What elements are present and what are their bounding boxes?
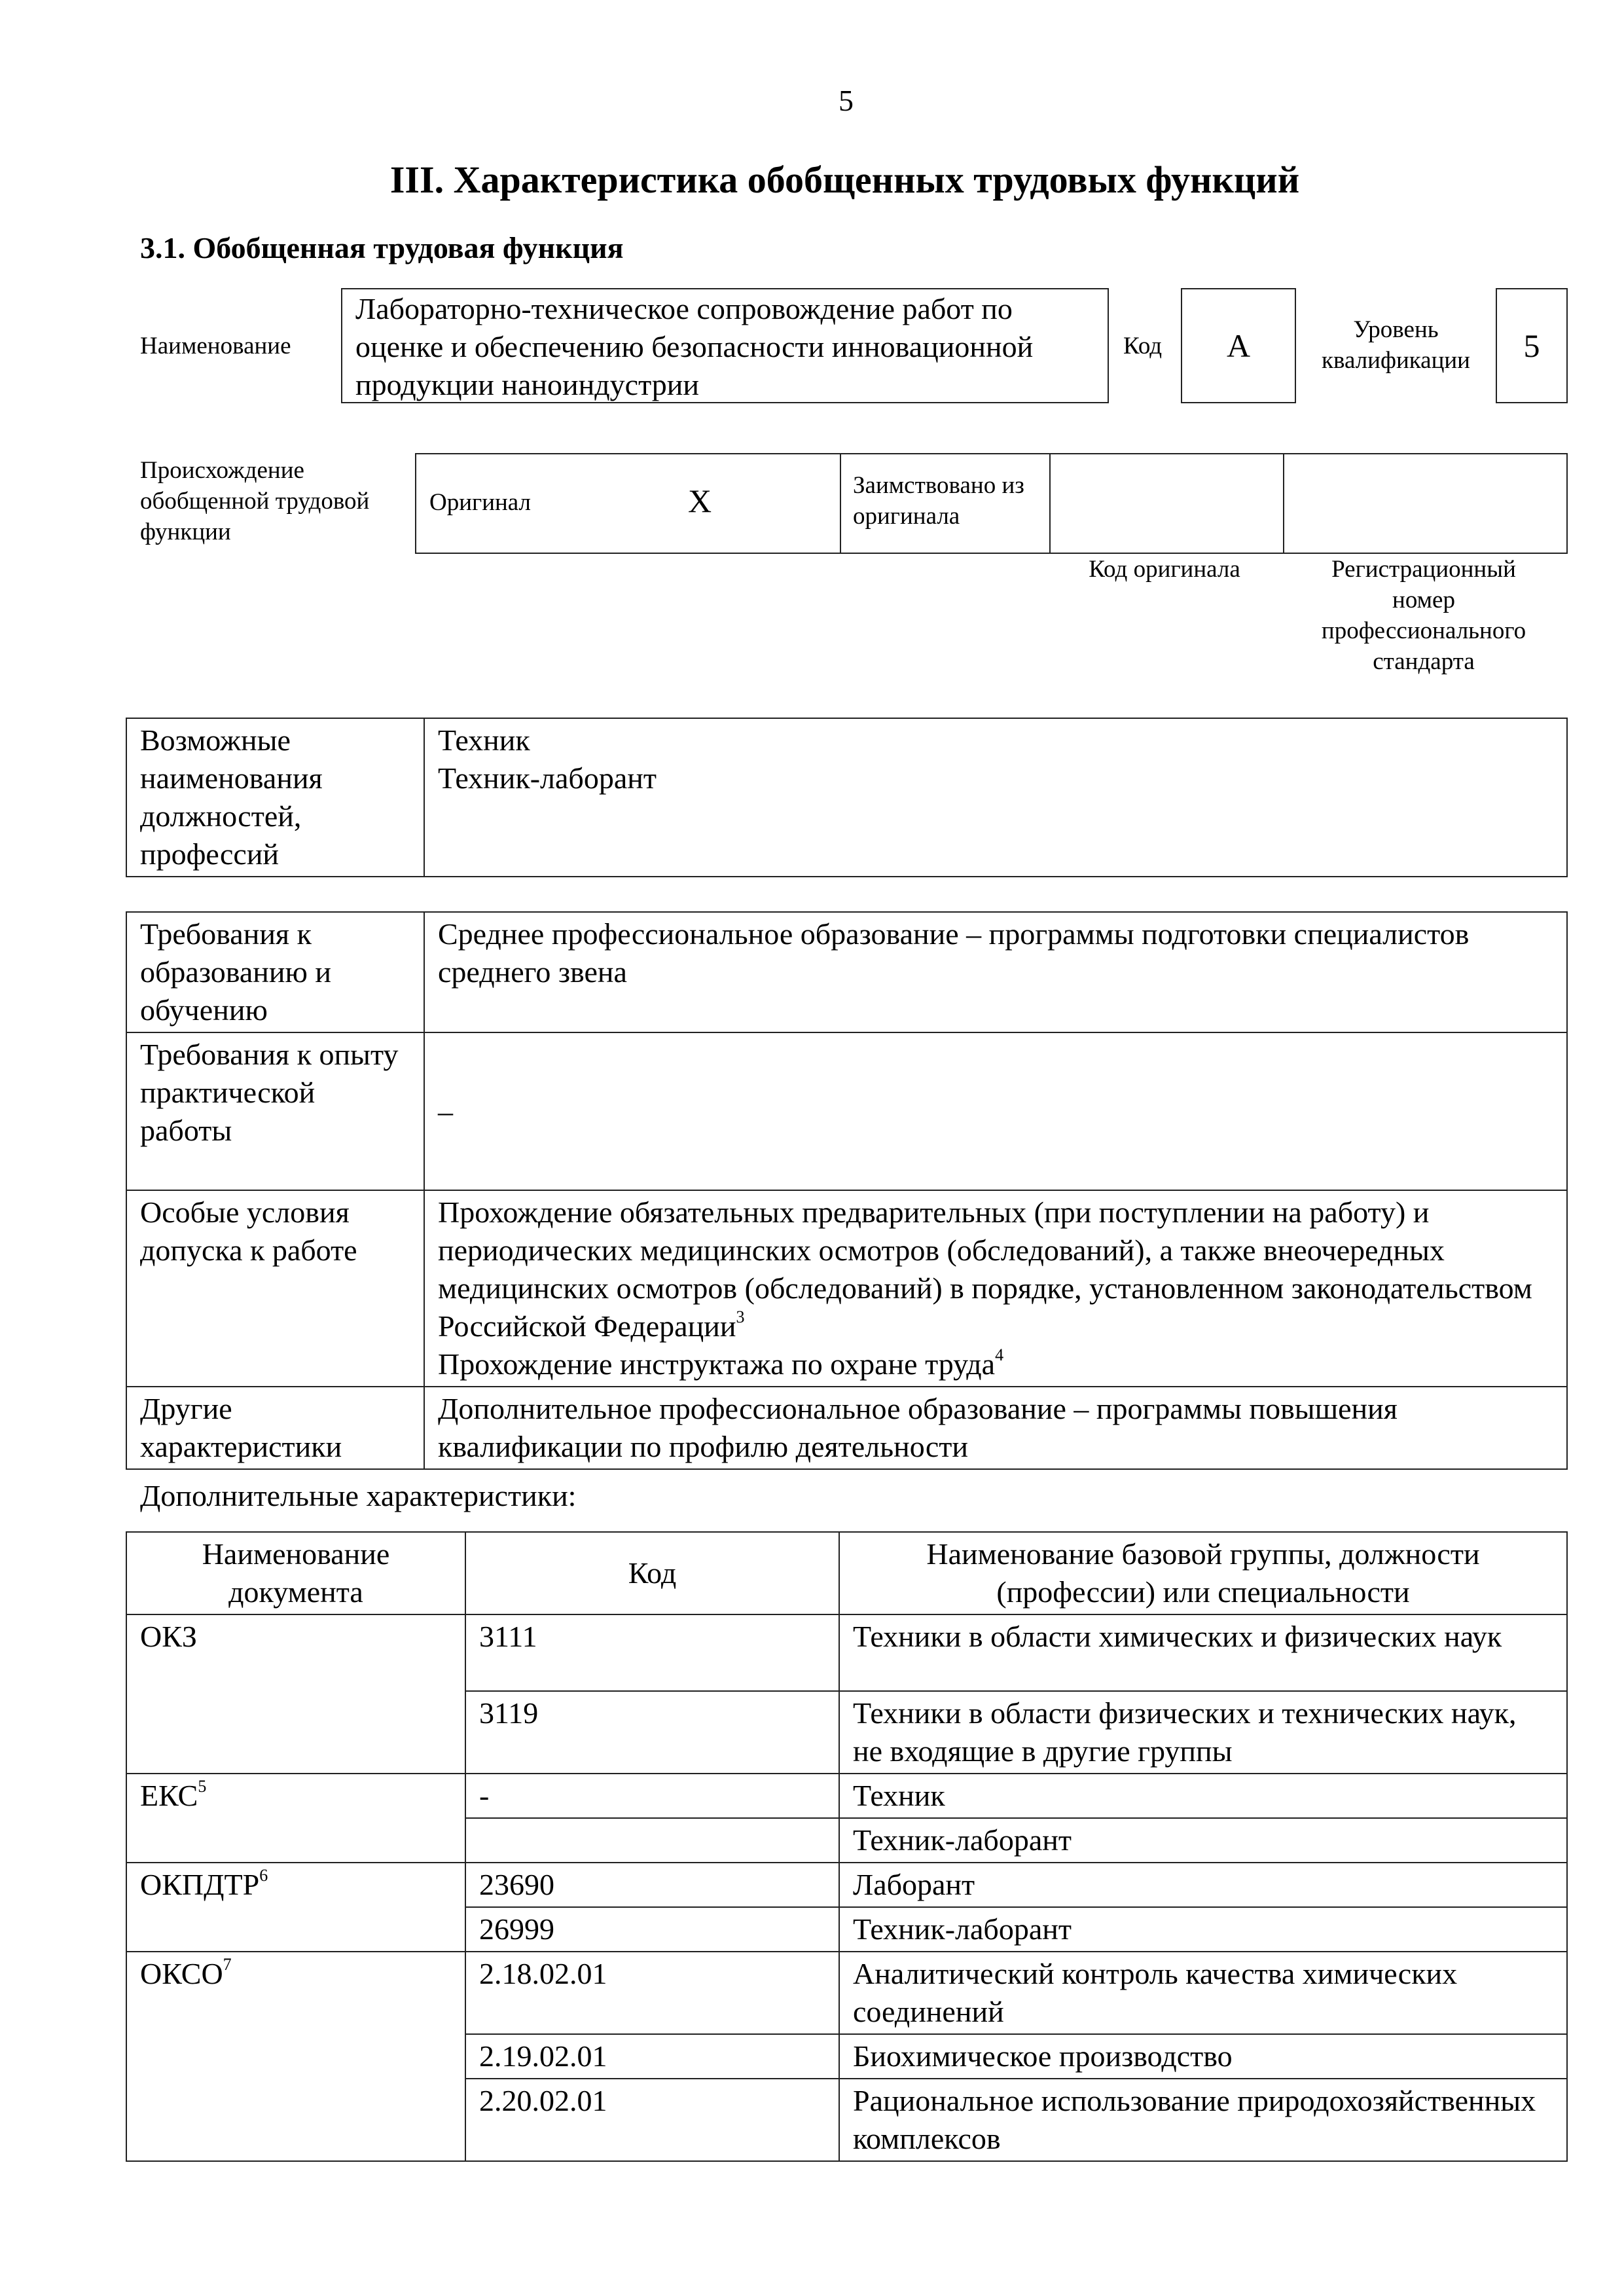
positions-label: Возможные наименования должностей, профессий (126, 718, 424, 877)
additional-title: Дополнительные характеристики: (140, 1479, 577, 1512)
level-value: 5 (1523, 327, 1540, 364)
code-cell: 26999 (465, 1907, 839, 1952)
name-cell: Биохимическое производство (839, 2034, 1567, 2079)
doc-cell: ОКПДТР$^6$ (126, 1863, 465, 1952)
code-cell: 3119 (465, 1691, 839, 1774)
name-cell: Лаборант (839, 1863, 1567, 1907)
name-cell: Техники в области физических и технических наук, не входящие в другие группы (839, 1691, 1567, 1774)
name-cell: Техник-лаборант (839, 1818, 1567, 1863)
original-mark: X (688, 483, 712, 519)
origin-label: Происхождение обобщенной трудовой функции (140, 457, 370, 545)
req-value: Среднее профессиональное образование – программы подготовки специалистов среднего звена (424, 912, 1567, 1032)
code-cell: 2.19.02.01 (465, 2034, 839, 2079)
req-label: Требования к образованию и обучению (126, 912, 424, 1032)
header-code: Код (465, 1532, 839, 1614)
requirements-table (126, 911, 1568, 1470)
subsection-title: 3.1. Обобщенная трудовая функция (140, 231, 624, 264)
origin-table (415, 453, 1568, 554)
name-label: Наименование (140, 333, 291, 359)
name-cell: Техник-лаборант (839, 1907, 1567, 1952)
code-cell: 23690 (465, 1863, 839, 1907)
level-label: Уровень квалификации (1322, 316, 1470, 374)
code-box (1181, 288, 1296, 403)
code-cell: - (465, 1774, 839, 1818)
doc-cell: ЕКС$^5$ (126, 1774, 465, 1863)
function-name-box (341, 288, 1109, 403)
header-doc: Наименование документа (126, 1532, 465, 1614)
code-value: A (1226, 327, 1251, 364)
reg-number-caption: Регистрационный номер профессионального стандарта (1321, 556, 1526, 675)
function-name: Лабораторно-техническое сопровождение работ по оценке и обеспечению безопасности инновационной продукции наноиндустрии (355, 292, 1034, 401)
code-cell: 2.18.02.01 (465, 1952, 839, 2034)
code-original-caption: Код оригинала (1089, 556, 1240, 583)
req-label: Требования к опыту практической работы (126, 1032, 424, 1190)
position-item: Техник (438, 723, 530, 757)
positions-table (126, 718, 1568, 877)
page-number: 5 (839, 84, 854, 117)
header-name: Наименование базовой группы, должности (профессии) или специальности (839, 1532, 1567, 1614)
name-cell: Аналитический контроль качества химических соединений (839, 1952, 1567, 2034)
code-label: Код (1123, 333, 1163, 359)
req-label: Другие характеристики (126, 1387, 424, 1469)
req-value: – (424, 1032, 1567, 1190)
original-label: Оригинал (429, 489, 532, 516)
level-box (1496, 288, 1568, 403)
name-cell: Рациональное использование природохозяйственных комплексов (839, 2079, 1567, 2161)
name-cell: Техник (839, 1774, 1567, 1818)
code-cell: 2.20.02.01 (465, 2079, 839, 2161)
req-label: Особые условия допуска к работе (126, 1190, 424, 1387)
doc-cell: ОКЗ (126, 1614, 465, 1774)
code-cell (465, 1818, 839, 1863)
position-item: Техник-лаборант (438, 761, 657, 795)
positions-values (424, 718, 1567, 877)
code-cell: 3111 (465, 1614, 839, 1691)
additional-table (126, 1531, 1568, 2162)
req-value: Прохождение обязательных предварительных (при поступлении на работу) и периодических медицинских осмотров (обследований), а также внеочередных медицинских осмотров (обследований) в порядке, установленном законодательством Российской Федерации$^3$ Прохождение инструктажа по охране труда$^4$ (424, 1190, 1567, 1387)
borrowed-label: Заимствовано из оригинала (853, 472, 1024, 530)
section-title: III. Характеристика обобщенных трудовых функций (389, 158, 1300, 201)
doc-cell: ОКСО$^7$ (126, 1952, 465, 2161)
name-cell: Техники в области химических и физических наук (839, 1614, 1567, 1691)
req-value: Дополнительное профессиональное образование – программы повышения квалификации по профилю деятельности (424, 1387, 1567, 1469)
